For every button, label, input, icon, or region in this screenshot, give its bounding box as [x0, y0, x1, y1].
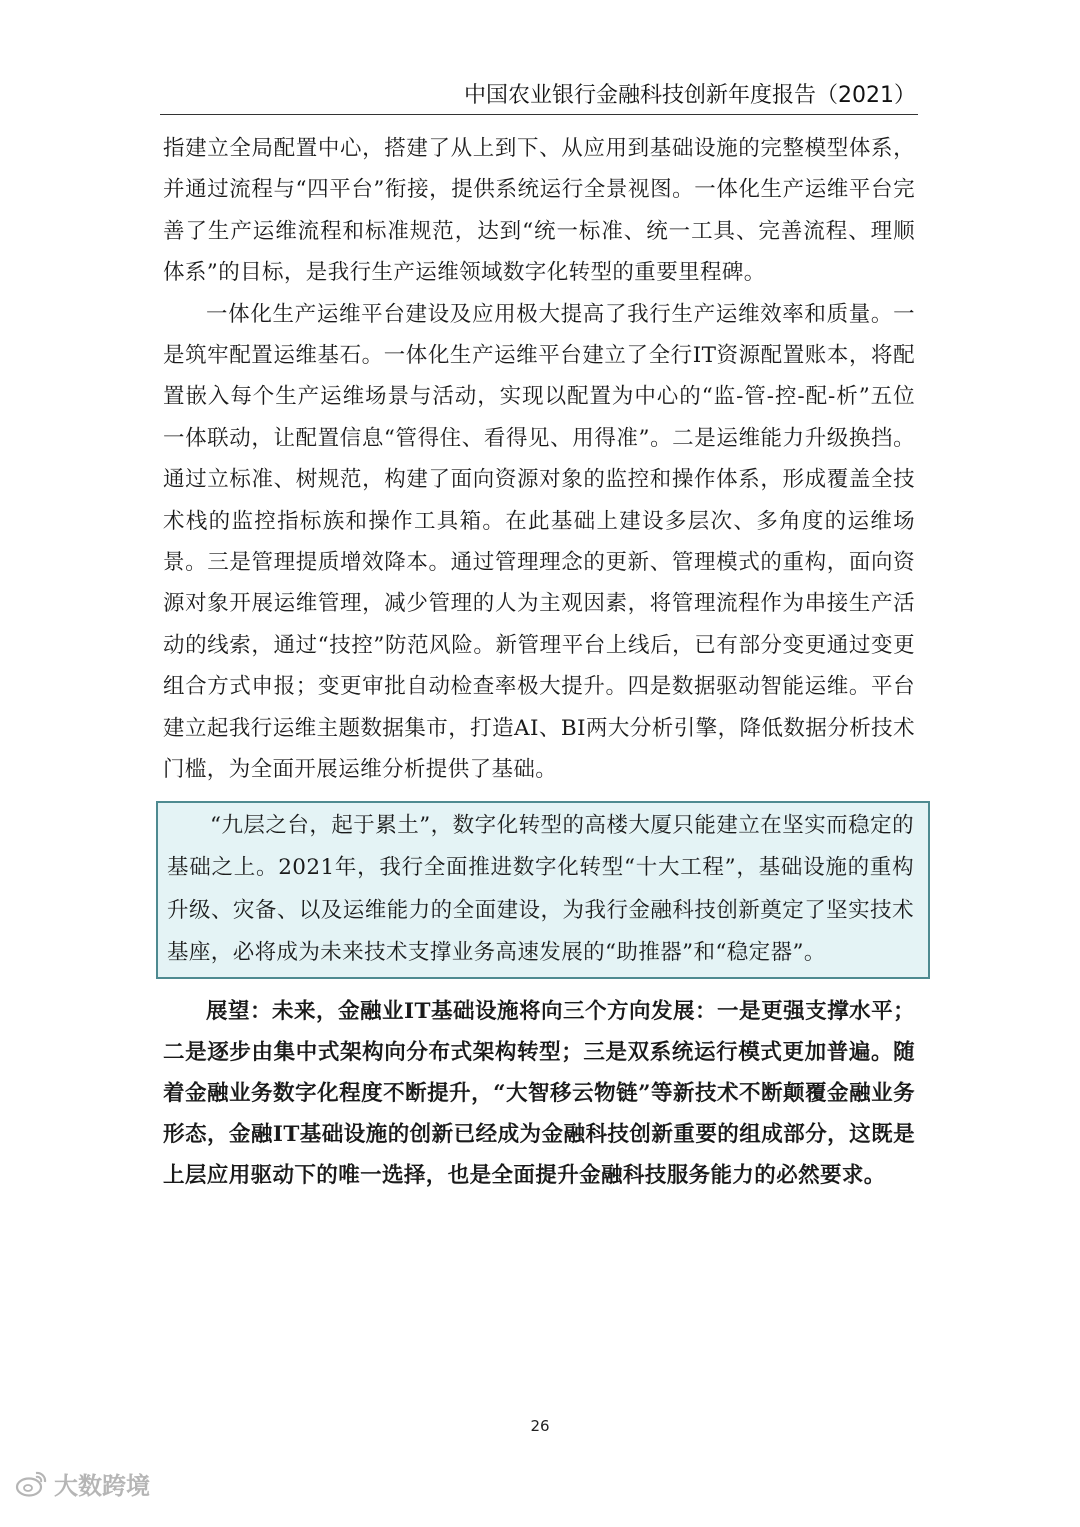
body-paragraph-continued: 指建立全局配置中心，搭建了从上到下、从应用到基础设施的完整模型体系，并通过流程与“四平台”衔接，提供系统运行全景视图。一体化生产运维平台完善了生产运维流程和标准规范，达到“统一标准、统一工具、完善流程、理顺体系”的目标，是我行生产运维领域数字化转型的重要里程碑。 — [163, 136, 915, 286]
callout-text: “九层之台，起于累土”，数字化转型的高楼大厦只能建立在坚实而稳定的基础之上。2021年，我行全面推进数字化转型“十大工程”，基础设施的重构升级、灾备、以及运维能力的全面建设，为我行金融科技创新奠定了坚实技术基座，必将成为未来技术支撑业务高速发展的“助推器”和“稳定器”。 — [167, 812, 914, 965]
weibo-logo-icon — [14, 1469, 48, 1499]
report-title: 中国农业银行金融科技创新年度报告（2021） — [464, 83, 916, 108]
watermark-text: 大数跨境 — [54, 1472, 150, 1500]
header-divider — [160, 114, 918, 115]
page-number: 26 — [530, 1417, 550, 1435]
body-paragraph-platform: 一体化生产运维平台建设及应用极大提高了我行生产运维效率和质量。一是筑牢配置运维基石。一体化生产运维平台建立了全行IT资源配置账本，将配置嵌入每个生产运维场景与活动，实现以配置为中心的“监-管-控-配-析”五位一体联动，让配置信息“管得住、看得见、用得准”。二是运维能力升级换挡。通过立标准、树规范，构建了面向资源对象的监控和操作体系，形成覆盖全技术栈的监控指标族和操作工具箱。在此基础上建设多层次、多角度的运维场景。三是管理提质增效降本。通过管理理念的更新、管理模式的重构，面向资源对象开展运维管理，减少管理的人为主观因素，将管理流程作为串接生产活动的线索，通过“技控”防范风险。新管理平台上线后，已有部分变更通过变更组合方式申报；变更审批自动检查率极大提升。四是数据驱动智能运维。平台建立起我行运维主题数据集市，打造AI、BI两大分析引擎，降低数据分析技术门槛，为全面开展运维分析提供了基础。 — [163, 301, 915, 783]
highlight-callout-box — [156, 801, 930, 979]
watermark — [14, 1466, 150, 1501]
outlook-paragraph: 展望：未来，金融业IT基础设施将向三个方向发展：一是更强支撑水平；二是逐步由集中式架构向分布式架构转型；三是双系统运行模式更加普遍。随着金融业务数字化程度不断提升，“大智移云物链”等新技术不断颠覆金融业务形态，金融IT基础设施的创新已经成为金融科技创新重要的组成部分，这既是上层应用驱动下的唯一选择，也是全面提升金融科技服务能力的必然要求。 — [163, 998, 915, 1188]
page-body — [163, 128, 915, 1196]
